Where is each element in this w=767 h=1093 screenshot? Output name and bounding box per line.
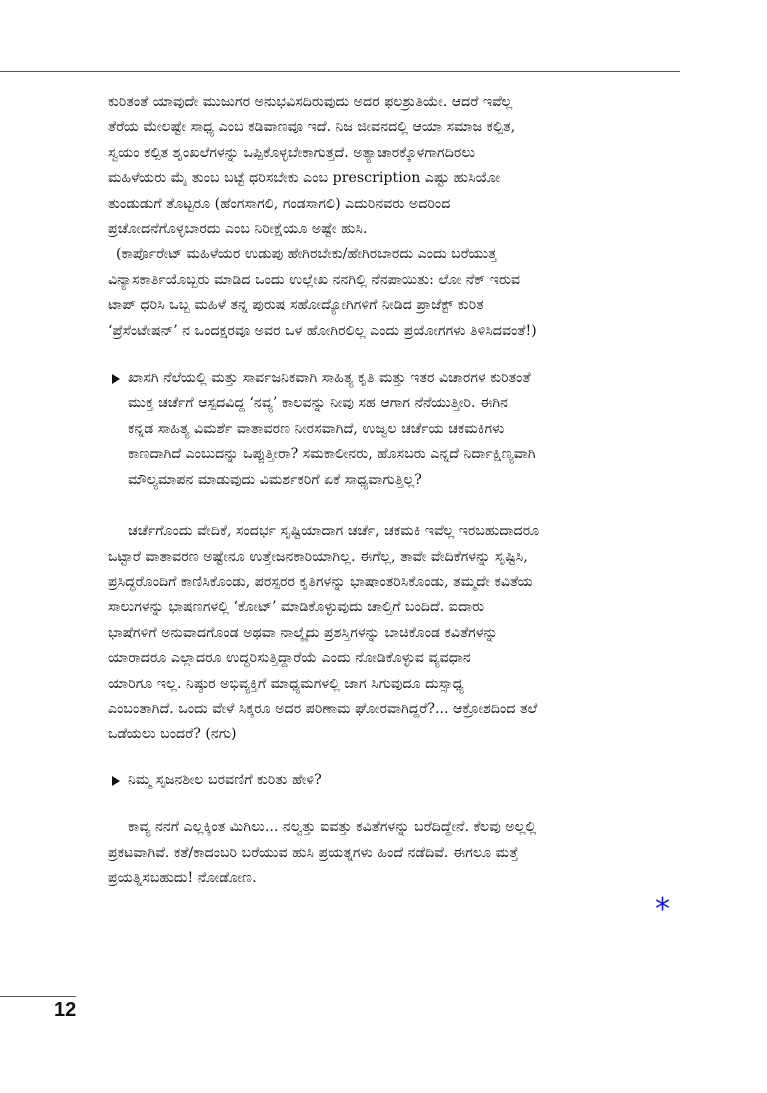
right-triangle-bullet-icon bbox=[112, 374, 120, 384]
text-line: ಯಾರಾದರೂ ಎಲ್ಲಾದರೂ ಉದ್ಧರಿಸುತ್ತಿದ್ದಾರೆಯೆ ಎಂದು ನೋಡಿಕೊಳ್ಳುವ ವ್ಯವಧಾನ bbox=[108, 650, 471, 667]
text-line: ಮಹಿಳೆಯರು ಮೈ ತುಂಬ ಬಟ್ಟೆ ಧರಿಸಬೇಕು ಎಂಬ prescription ಎಷ್ಟು ಹುಸಿಯೋ bbox=[108, 170, 501, 187]
right-triangle-bullet-icon bbox=[112, 776, 120, 786]
interview-question-2 bbox=[108, 768, 686, 793]
paragraph-1 bbox=[108, 90, 686, 242]
question-line: ಖಾಸಗಿ ನೆಲೆಯಲ್ಲಿ ಮತ್ತು ಸಾರ್ವಜನಿಕವಾಗಿ ಸಾಹಿತ್ಯ ಕೃತಿ ಮತ್ತು ಇತರ ವಿಚಾರಗಳ ಕುರಿತಂತೆ bbox=[128, 370, 531, 387]
text-line: (ಕಾರ್ಪೊರೇಟ್ ಮಹಿಳೆಯರ ಉಡುಪು ಹೇಗಿರಬೇಕು/ಹೇಗಿರಬಾರದು ಎಂದು ಬರೆಯುತ್ತ bbox=[116, 246, 497, 263]
question-line: ನಿಮ್ಮ ಸೃಜನಶೀಲ ಬರವಣಿಗೆ ಕುರಿತು ಹೇಳಿ? bbox=[128, 771, 322, 788]
text-line: ಒಟ್ಟಾರೆ ವಾತಾವರಣ ಅಷ್ಟೇನೂ ಉತ್ತೇಜನಕಾರಿಯಾಗಿಲ್ಲ. ಈಗೆಲ್ಲ, ತಾವೇ ವೇದಿಕೆಗಳನ್ನು ಸೃಷ್ಟಿಸಿ, bbox=[108, 548, 528, 565]
footer-rule bbox=[0, 996, 76, 997]
text-line: ಭಾಷೆಗಳಿಗೆ ಅನುವಾದಗೊಂಡ ಅಥವಾ ನಾಲ್ಕೈದು ಪ್ರಶಸ್ತಿಗಳನ್ನು ಬಾಚಿಕೊಂಡ ಕವಿತೆಗಳನ್ನು bbox=[108, 624, 498, 641]
text-line: ಪ್ರಕಟವಾಗಿವೆ. ಕತೆ/ಕಾದಂಬರಿ ಬರೆಯುವ ಹುಸಿ ಪ್ರಯತ್ನಗಳು ಹಿಂದೆ ನಡೆದಿವೆ. ಈಗಲೂ ಮತ್ತೆ bbox=[108, 844, 519, 861]
text-line: ಕುರಿತಂತೆ ಯಾವುದೇ ಮುಜುಗರ ಅನುಭವಿಸದಿರುವುದು ಅದರ ಫಲಶ್ರುತಿಯೇ. ಆದರೆ ಇವೆಲ್ಲ bbox=[108, 94, 513, 110]
question-line: ಮೌಲ್ಯಮಾಪನ ಮಾಡುವುದು ವಿಮರ್ಶಕರಿಗೆ ಏಕೆ ಸಾಧ್ಯವಾಗುತ್ತಿಲ್ಲ? bbox=[128, 471, 422, 488]
text-line: ವಿನ್ಯಾಸಕಾರ್ತಿಯೊಬ್ಬರು ಮಾಡಿದ ಒಂದು ಉಲ್ಲೇಖ ನನಗಿಲ್ಲಿ ನೆನಪಾಯಿತು: ಲೋ ನೆಕ್ ಇರುವ bbox=[108, 271, 521, 288]
paragraph-2-aside bbox=[108, 242, 686, 344]
text-line: ಸಾಲುಗಳನ್ನು ಭಾಷಣಗಳಲ್ಲಿ ‘ಕೋಟ್’ ಮಾಡಿಕೊಳ್ಳುವುದು ಚಾಲ್ತಿಗೆ ಬಂದಿದೆ. ಐದಾರು bbox=[108, 599, 485, 616]
answer-paragraph-1 bbox=[108, 519, 686, 748]
text-line: ಎಂಬಂತಾಗಿದೆ. ಒಂದು ವೇಳೆ ಸಿಕ್ಕರೂ ಅದರ ಪರಿಣಾಮ ಘೋರವಾಗಿದ್ದರೆ?... ಆಕ್ರೋಶದಿಂದ ತಲೆ bbox=[108, 700, 538, 717]
text-line: ಚರ್ಚೆಗೊಂದು ವೇದಿಕೆ, ಸಂದರ್ಭ ಸೃಷ್ಟಿಯಾದಾಗ ಚರ್ಚೆ, ಚಕಮಕಿ ಇವೆಲ್ಲ ಇರಬಹುದಾದರೂ bbox=[128, 523, 540, 540]
text-line: ಪ್ರಸಿದ್ಧರೊಂದಿಗೆ ಕಾಣಿಸಿಕೊಂಡು, ಪರಸ್ಪರರ ಕೃತಿಗಳನ್ನು ಭಾಷಾಂತರಿಸಿಕೊಂಡು, ತಮ್ಮದೇ ಕವಿತೆಯ bbox=[108, 573, 533, 590]
interview-question-1 bbox=[108, 366, 686, 493]
text-line: ಯಾರಿಗೂ ಇಲ್ಲ. ನಿಷ್ಠುರ ಅಭಿವ್ಯಕ್ತಿಗೆ ಮಾಧ್ಯಮಗಳಲ್ಲಿ ಜಾಗ ಸಿಗುವುದೂ ದುಸ್ಸಾಧ್ಯ bbox=[108, 675, 464, 692]
question-line: ಕನ್ನಡ ಸಾಹಿತ್ಯ ವಿಮರ್ಶೆ ವಾತಾವರಣ ನೀರಸವಾಗಿದೆ, ಉಜ್ವಲ ಚರ್ಚೆಯ ಚಕಮಕಿಗಳು bbox=[128, 420, 505, 437]
asterisk-icon: * bbox=[655, 892, 670, 927]
text-line: ‘ಪ್ರೆಸೆಂಟೇಷನ್’ ನ ಒಂದಕ್ಷರವೂ ಅವರ ಒಳ ಹೋಗಿರಲಿಲ್ಲ ಎಂದು ಪ್ರಯೋಗಗಳು ತಿಳಿಸಿದವಂತೆ!) bbox=[108, 322, 537, 339]
text-line: ಸ್ವಯಂ ಕಲ್ಪಿತ ಶೃಂಖಲೆಗಳನ್ನು ಒಪ್ಪಿಕೊಳ್ಳಬೇಕಾಗುತ್ತದೆ. ಅತ್ಯಾಚಾರಕ್ಕೊಳಗಾಗದಿರಲು bbox=[108, 144, 476, 161]
question-line: ಕಾಣದಾಗಿದೆ ಎಂಬುದನ್ನು ಒಪ್ಪುತ್ತೀರಾ? ಸಮಕಾಲೀನರು, ಹೊಸಬರು ಎನ್ನದೆ ನಿರ್ದಾಕ್ಷಿಣ್ಯವಾಗಿ bbox=[128, 446, 536, 463]
text-line: ಒಡೆಯಲು ಬಂದರೆ? (ನಗು) bbox=[108, 726, 237, 743]
text-line: ತುಂಡುಡುಗೆ ತೊಟ್ಟರೂ (ಹೆಂಗಸಾಗಲಿ, ಗಂಡಸಾಗಲಿ) ಎದುರಿನವರು ಅದರಿಂದ bbox=[108, 195, 451, 212]
text-line: ಪ್ರಯತ್ನಿಸಬಹುದು! ನೋಡೋಣ. bbox=[108, 869, 257, 886]
page-body bbox=[108, 90, 686, 891]
text-line: ಟಾಪ್ ಧರಿಸಿ ಒಬ್ಬ ಮಹಿಳೆ ತನ್ನ ಪುರುಷ ಸಹೋದ್ಯೋಗಿಗಳಿಗೆ ನೀಡಿದ ಪ್ರಾಜೆಕ್ಟ್ ಕುರಿತ bbox=[108, 297, 484, 314]
answer-paragraph-2 bbox=[108, 815, 686, 891]
page-number: 12 bbox=[54, 999, 77, 1021]
text-line: ಪ್ರಚೋದನೆಗೊಳ್ಳಬಾರದು ಎಂಬ ನಿರೀಕ್ಷೆಯೂ ಅಷ್ಟೇ ಹುಸಿ. bbox=[108, 221, 368, 238]
question-line: ಮುಕ್ತ ಚರ್ಚೆಗೆ ಆಸ್ಪದವಿದ್ದ ‘ನವ್ಯ’ ಕಾಲವನ್ನು ನೀವು ಸಹ ಆಗಾಗ ನೆನೆಯುತ್ತೀರಿ. ಈಗಿನ bbox=[128, 395, 509, 412]
header-rule bbox=[0, 71, 680, 72]
text-line: ಕಾವ್ಯ ನನಗೆ ಎಲ್ಲಕ್ಕಿಂತ ಮಿಗಿಲು... ನಲ್ವತ್ತು ಐವತ್ತು ಕವಿತೆಗಳನ್ನು ಬರೆದಿದ್ದೇನೆ. ಕೆಲವು ಅಲ್ಲಲ್ಲಿ bbox=[128, 819, 537, 836]
text-line: ತೆರೆಯ ಮೇಲಷ್ಟೇ ಸಾಧ್ಯ ಎಂಬ ಕಡಿವಾಣವೂ ಇದೆ. ನಿಜ ಜೀವನದಲ್ಲಿ ಆಯಾ ಸಮಾಜ ಕಲ್ಪಿತ, bbox=[108, 119, 516, 136]
